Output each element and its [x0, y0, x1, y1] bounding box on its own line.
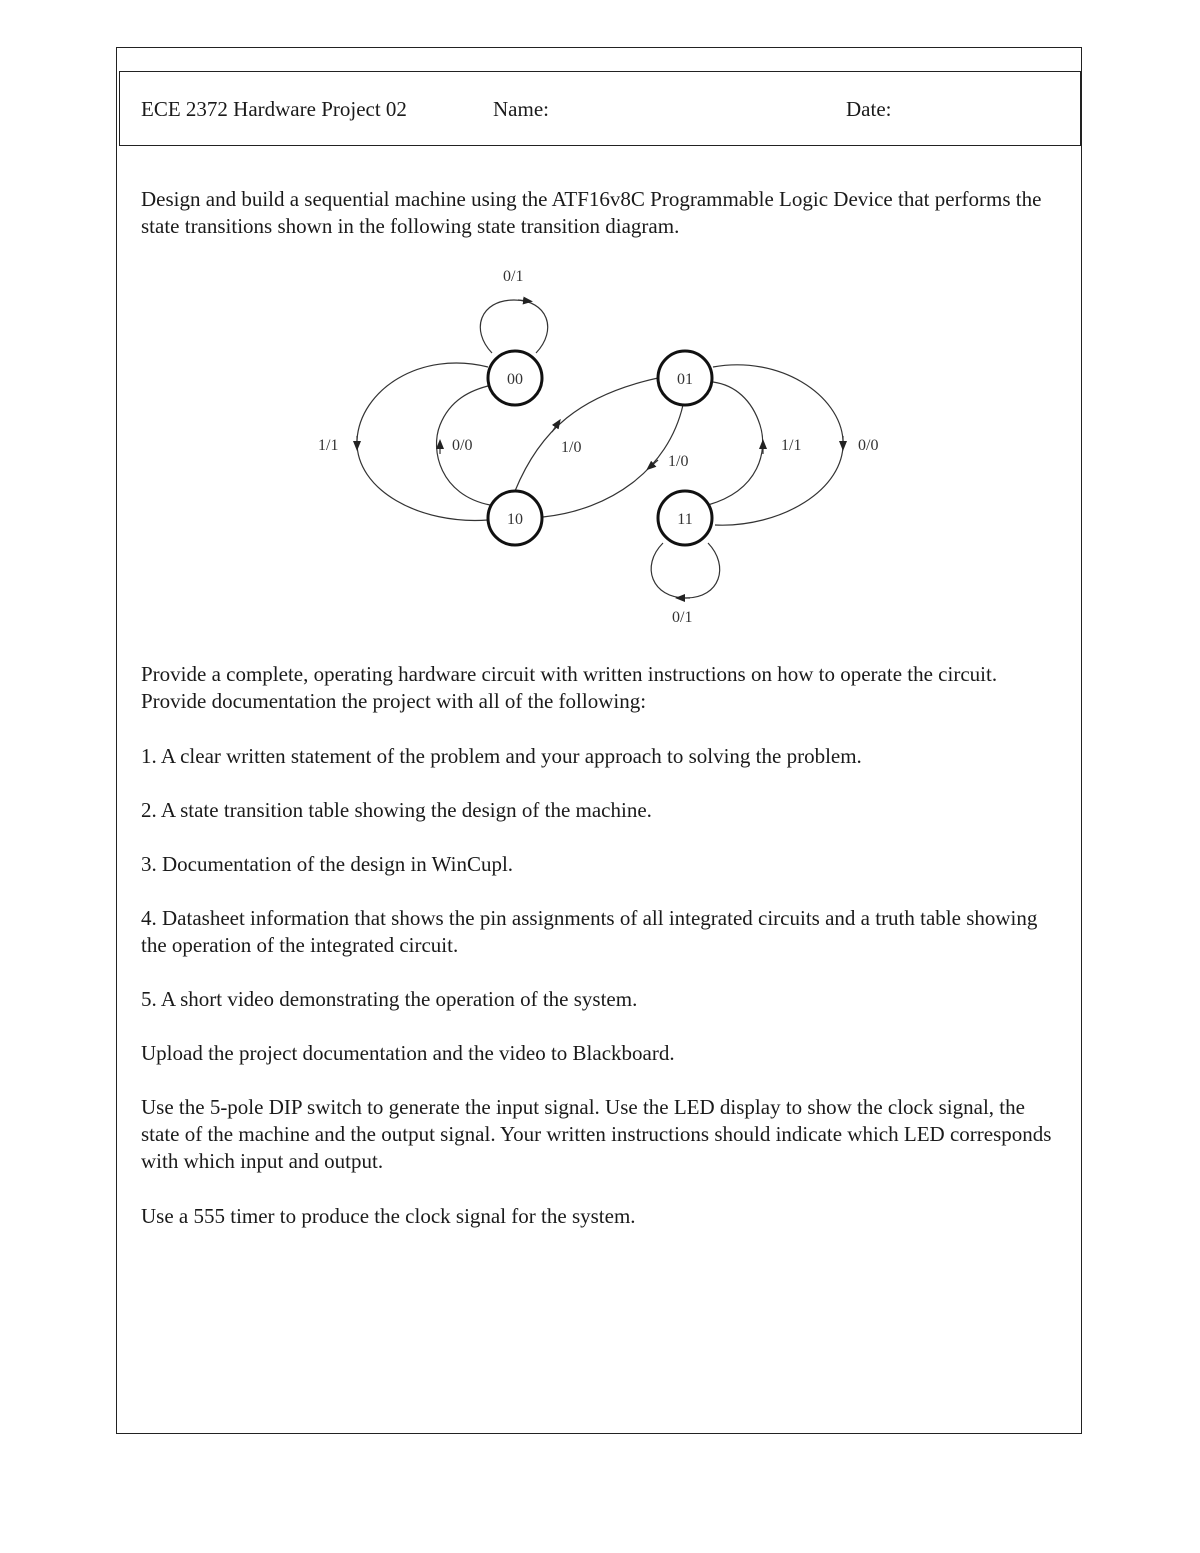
list-item: 3. Documentation of the design in WinCupl. [141, 852, 514, 876]
label-11-01: 1/1 [781, 437, 802, 454]
date-label: Date: [846, 97, 892, 121]
state-01-label: 01 [677, 371, 693, 388]
intro-paragraph: Design and build a sequential machine using the ATF16v8C Programmable Logic Device that performs the state transitions shown in the following state transition diagram. [141, 187, 1042, 238]
label-00-00: 0/1 [503, 268, 524, 285]
course-title: ECE 2372 Hardware Project 02 [141, 97, 407, 121]
list-item: 2. A state transition table showing the design of the machine. [141, 798, 652, 822]
edge-00-00 [480, 300, 547, 353]
list-item: 4. Datasheet information that shows the pin assignments of all integrated circuits and a truth table showing the operation of the integrated circuit. [141, 906, 1038, 957]
name-label: Name: [493, 97, 549, 121]
timer-paragraph: Use a 555 timer to produce the clock signal for the system. [141, 1204, 636, 1228]
label-10-00: 0/0 [452, 437, 473, 454]
edge-11-01 [708, 382, 763, 505]
requirements-paragraph: Provide a complete, operating hardware circuit with written instructions on how to operate the circuit. Provide documentation the project with all of the following: [141, 662, 998, 713]
edge-11-11 [651, 543, 720, 598]
label-01-11: 0/0 [858, 437, 879, 454]
label-11-11: 0/1 [672, 609, 693, 626]
state-10-label: 10 [507, 511, 523, 528]
dip-switch-paragraph: Use the 5-pole DIP switch to generate the input signal. Use the LED display to show the clock signal, the state of the machine and the output signal. Your written instructions should indicate which LED corresponds with which input and output. [141, 1095, 1052, 1173]
upload-paragraph: Upload the project documentation and the video to Blackboard. [141, 1041, 675, 1065]
state-00-label: 00 [507, 371, 523, 388]
list-item: 1. A clear written statement of the problem and your approach to solving the problem. [141, 744, 862, 768]
state-transition-diagram [300, 255, 920, 635]
list-item: 5. A short video demonstrating the operation of the system. [141, 987, 638, 1011]
edge-01-10 [543, 405, 683, 517]
state-11-label: 11 [677, 511, 693, 528]
edge-01-10-arrow [650, 460, 658, 467]
label-00-10: 1/1 [318, 437, 339, 454]
edge-10-01-arrow [552, 423, 558, 432]
label-01-10: 1/0 [668, 453, 689, 470]
label-10-01: 1/0 [561, 439, 582, 456]
